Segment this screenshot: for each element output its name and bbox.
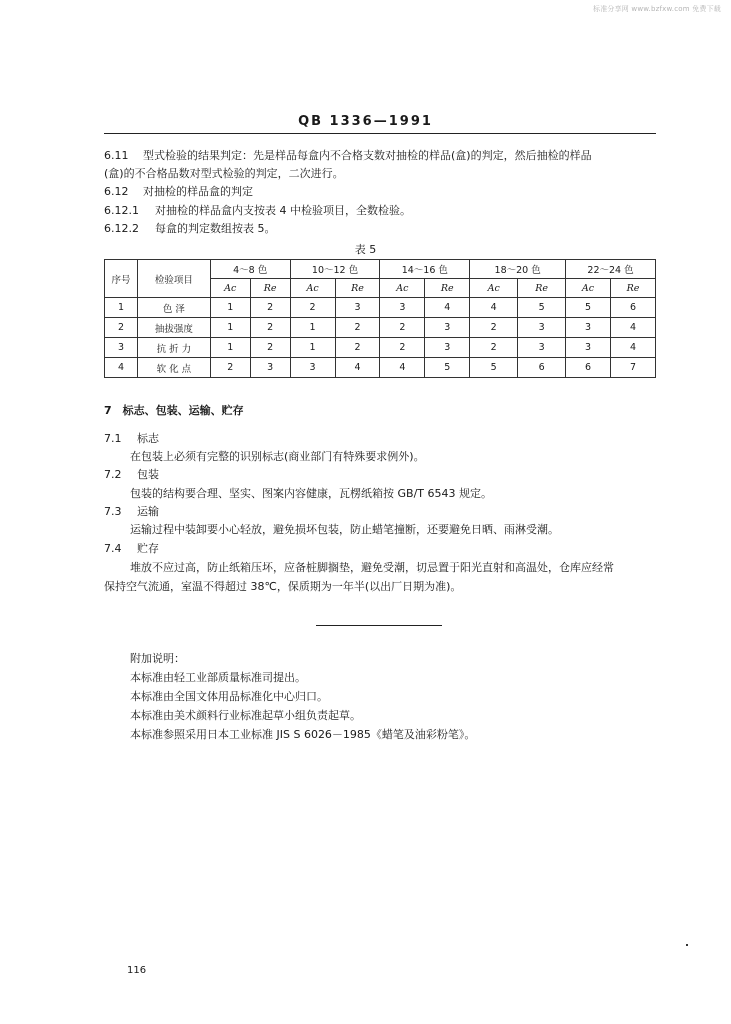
- header-group: 4～8 色: [210, 260, 290, 279]
- section-7-2-text: 包装的结构要合理、坚实、图案内容健康，瓦楞纸箱按 GB/T 6543 规定。: [130, 487, 492, 500]
- cell-re: 4: [425, 298, 470, 318]
- section-number: 6.12.1: [104, 204, 139, 217]
- addendum-title: 附加说明：: [130, 652, 185, 665]
- cell-ac: 1: [210, 318, 250, 338]
- cell-ac: 2: [380, 318, 425, 338]
- section-number: 7.3: [104, 505, 122, 518]
- scan-speck: [686, 944, 688, 946]
- cell-re: 4: [610, 318, 655, 338]
- cell-ac: 2: [470, 318, 518, 338]
- cell-re: 2: [250, 318, 290, 338]
- section-number: 7.1: [104, 432, 122, 445]
- section-number: 6.12: [104, 185, 129, 198]
- header-ac: Ac: [290, 279, 335, 298]
- cell-seq: 1: [105, 298, 138, 318]
- cell-item: 抽拔强度: [137, 318, 210, 338]
- cell-re: 3: [518, 318, 566, 338]
- header-ac: Ac: [470, 279, 518, 298]
- section-number: 6.12.2: [104, 222, 139, 235]
- judgement-table: [104, 259, 656, 378]
- cell-re: 3: [425, 338, 470, 358]
- cell-re: 2: [335, 338, 380, 358]
- cell-re: 5: [518, 298, 566, 318]
- cell-ac: 1: [290, 338, 335, 358]
- section-6-12-2-text: 每盒的判定数组按表 5。: [155, 222, 276, 235]
- cell-ac: 1: [210, 338, 250, 358]
- cell-re: 3: [518, 338, 566, 358]
- cell-re: 3: [335, 298, 380, 318]
- end-rule: [316, 625, 442, 626]
- header-item: 检验项目: [137, 260, 210, 298]
- cell-re: 6: [610, 298, 655, 318]
- cell-ac: 3: [380, 298, 425, 318]
- cell-seq: 4: [105, 358, 138, 378]
- cell-item: 软 化 点: [137, 358, 210, 378]
- cell-re: 7: [610, 358, 655, 378]
- section-7-4-line1: 堆放不应过高，防止纸箱压坏，应备桩脚搁垫，避免受潮，切忌置于阳光直射和高温处，仓库应经常: [130, 561, 614, 574]
- section-number: 7.4: [104, 542, 122, 555]
- page-number: 116: [127, 965, 147, 976]
- section-7-3-text: 运输过程中装卸要小心轻放，避免损坏包装，防止蜡笔撞断，还要避免日晒、雨淋受潮。: [130, 523, 559, 536]
- table-row: [105, 338, 656, 358]
- section-7-1-text: 在包装上必须有完整的识别标志(商业部门有特殊要求例外)。: [130, 450, 425, 463]
- cell-ac: 5: [470, 358, 518, 378]
- header-group: 14～16 色: [380, 260, 470, 279]
- section-7-1-title: 标志: [137, 432, 159, 445]
- header-rule: [104, 133, 656, 134]
- section-6-12-1-text: 对抽检的样品盒内支按表 4 中检验项目，全数检验。: [155, 204, 411, 217]
- table-caption: 表 5: [354, 243, 377, 256]
- cell-re: 3: [425, 318, 470, 338]
- addendum-line: 本标准由全国文体用品标准化中心归口。: [130, 690, 328, 703]
- header-re: Re: [250, 279, 290, 298]
- table-row: [105, 358, 656, 378]
- header-ac: Ac: [380, 279, 425, 298]
- section-7-4-title: 贮存: [137, 542, 159, 555]
- cell-ac: 2: [470, 338, 518, 358]
- cell-re: 6: [518, 358, 566, 378]
- cell-ac: 1: [210, 298, 250, 318]
- header-group: 18～20 色: [470, 260, 566, 279]
- cell-ac: 2: [380, 338, 425, 358]
- cell-ac: 1: [290, 318, 335, 338]
- table-row: [105, 298, 656, 318]
- section-7-title: 7 标志、包装、运输、贮存: [104, 404, 244, 417]
- cell-seq: 2: [105, 318, 138, 338]
- cell-ac: 3: [566, 338, 611, 358]
- header-seq: 序号: [105, 260, 138, 298]
- cell-ac: 6: [566, 358, 611, 378]
- header-group: 22～24 色: [566, 260, 656, 279]
- header-re: Re: [610, 279, 655, 298]
- addendum-line: 本标准由美术颜料行业标准起草小组负责起草。: [130, 709, 361, 722]
- watermark: 标准分享网 www.bzfxw.com 免费下载: [593, 5, 721, 13]
- addendum-line: 本标准参照采用日本工业标准 JIS S 6026－1985《蜡笔及油彩粉笔》。: [130, 728, 476, 741]
- section-7-2-title: 包装: [137, 468, 159, 481]
- header-re: Re: [518, 279, 566, 298]
- header-re: Re: [335, 279, 380, 298]
- section-7-4-line2: 保持空气流通，室温不得超过 38℃，保质期为一年半(以出厂日期为准)。: [104, 580, 462, 593]
- header-ac: Ac: [566, 279, 611, 298]
- cell-ac: 4: [380, 358, 425, 378]
- cell-ac: 2: [210, 358, 250, 378]
- cell-item: 色 泽: [137, 298, 210, 318]
- table-row: [105, 318, 656, 338]
- section-7-3-title: 运输: [137, 505, 159, 518]
- cell-ac: 3: [290, 358, 335, 378]
- cell-re: 3: [250, 358, 290, 378]
- header-ac: Ac: [210, 279, 250, 298]
- cell-ac: 2: [290, 298, 335, 318]
- header-re: Re: [425, 279, 470, 298]
- addendum-line: 本标准由轻工业部质量标准司提出。: [130, 671, 306, 684]
- cell-re: 4: [610, 338, 655, 358]
- section-6-11-line2: (盒)的不合格品数对型式检验的判定，二次进行。: [104, 167, 344, 180]
- cell-re: 2: [335, 318, 380, 338]
- cell-re: 2: [250, 338, 290, 358]
- section-number: 6.11: [104, 149, 129, 162]
- section-6-12-title: 对抽检的样品盒的判定: [143, 185, 253, 198]
- header-group: 10～12 色: [290, 260, 380, 279]
- cell-ac: 4: [470, 298, 518, 318]
- cell-ac: 3: [566, 318, 611, 338]
- cell-re: 5: [425, 358, 470, 378]
- standard-number: QB 1336—1991: [298, 114, 433, 129]
- cell-re: 4: [335, 358, 380, 378]
- cell-ac: 5: [566, 298, 611, 318]
- section-6-11-line1: 型式检验的结果判定：先是样品每盒内不合格支数对抽检的样品(盒)的判定，然后抽检的样品: [143, 149, 592, 162]
- cell-re: 2: [250, 298, 290, 318]
- section-number: 7.2: [104, 468, 122, 481]
- cell-item: 抗 折 力: [137, 338, 210, 358]
- cell-seq: 3: [105, 338, 138, 358]
